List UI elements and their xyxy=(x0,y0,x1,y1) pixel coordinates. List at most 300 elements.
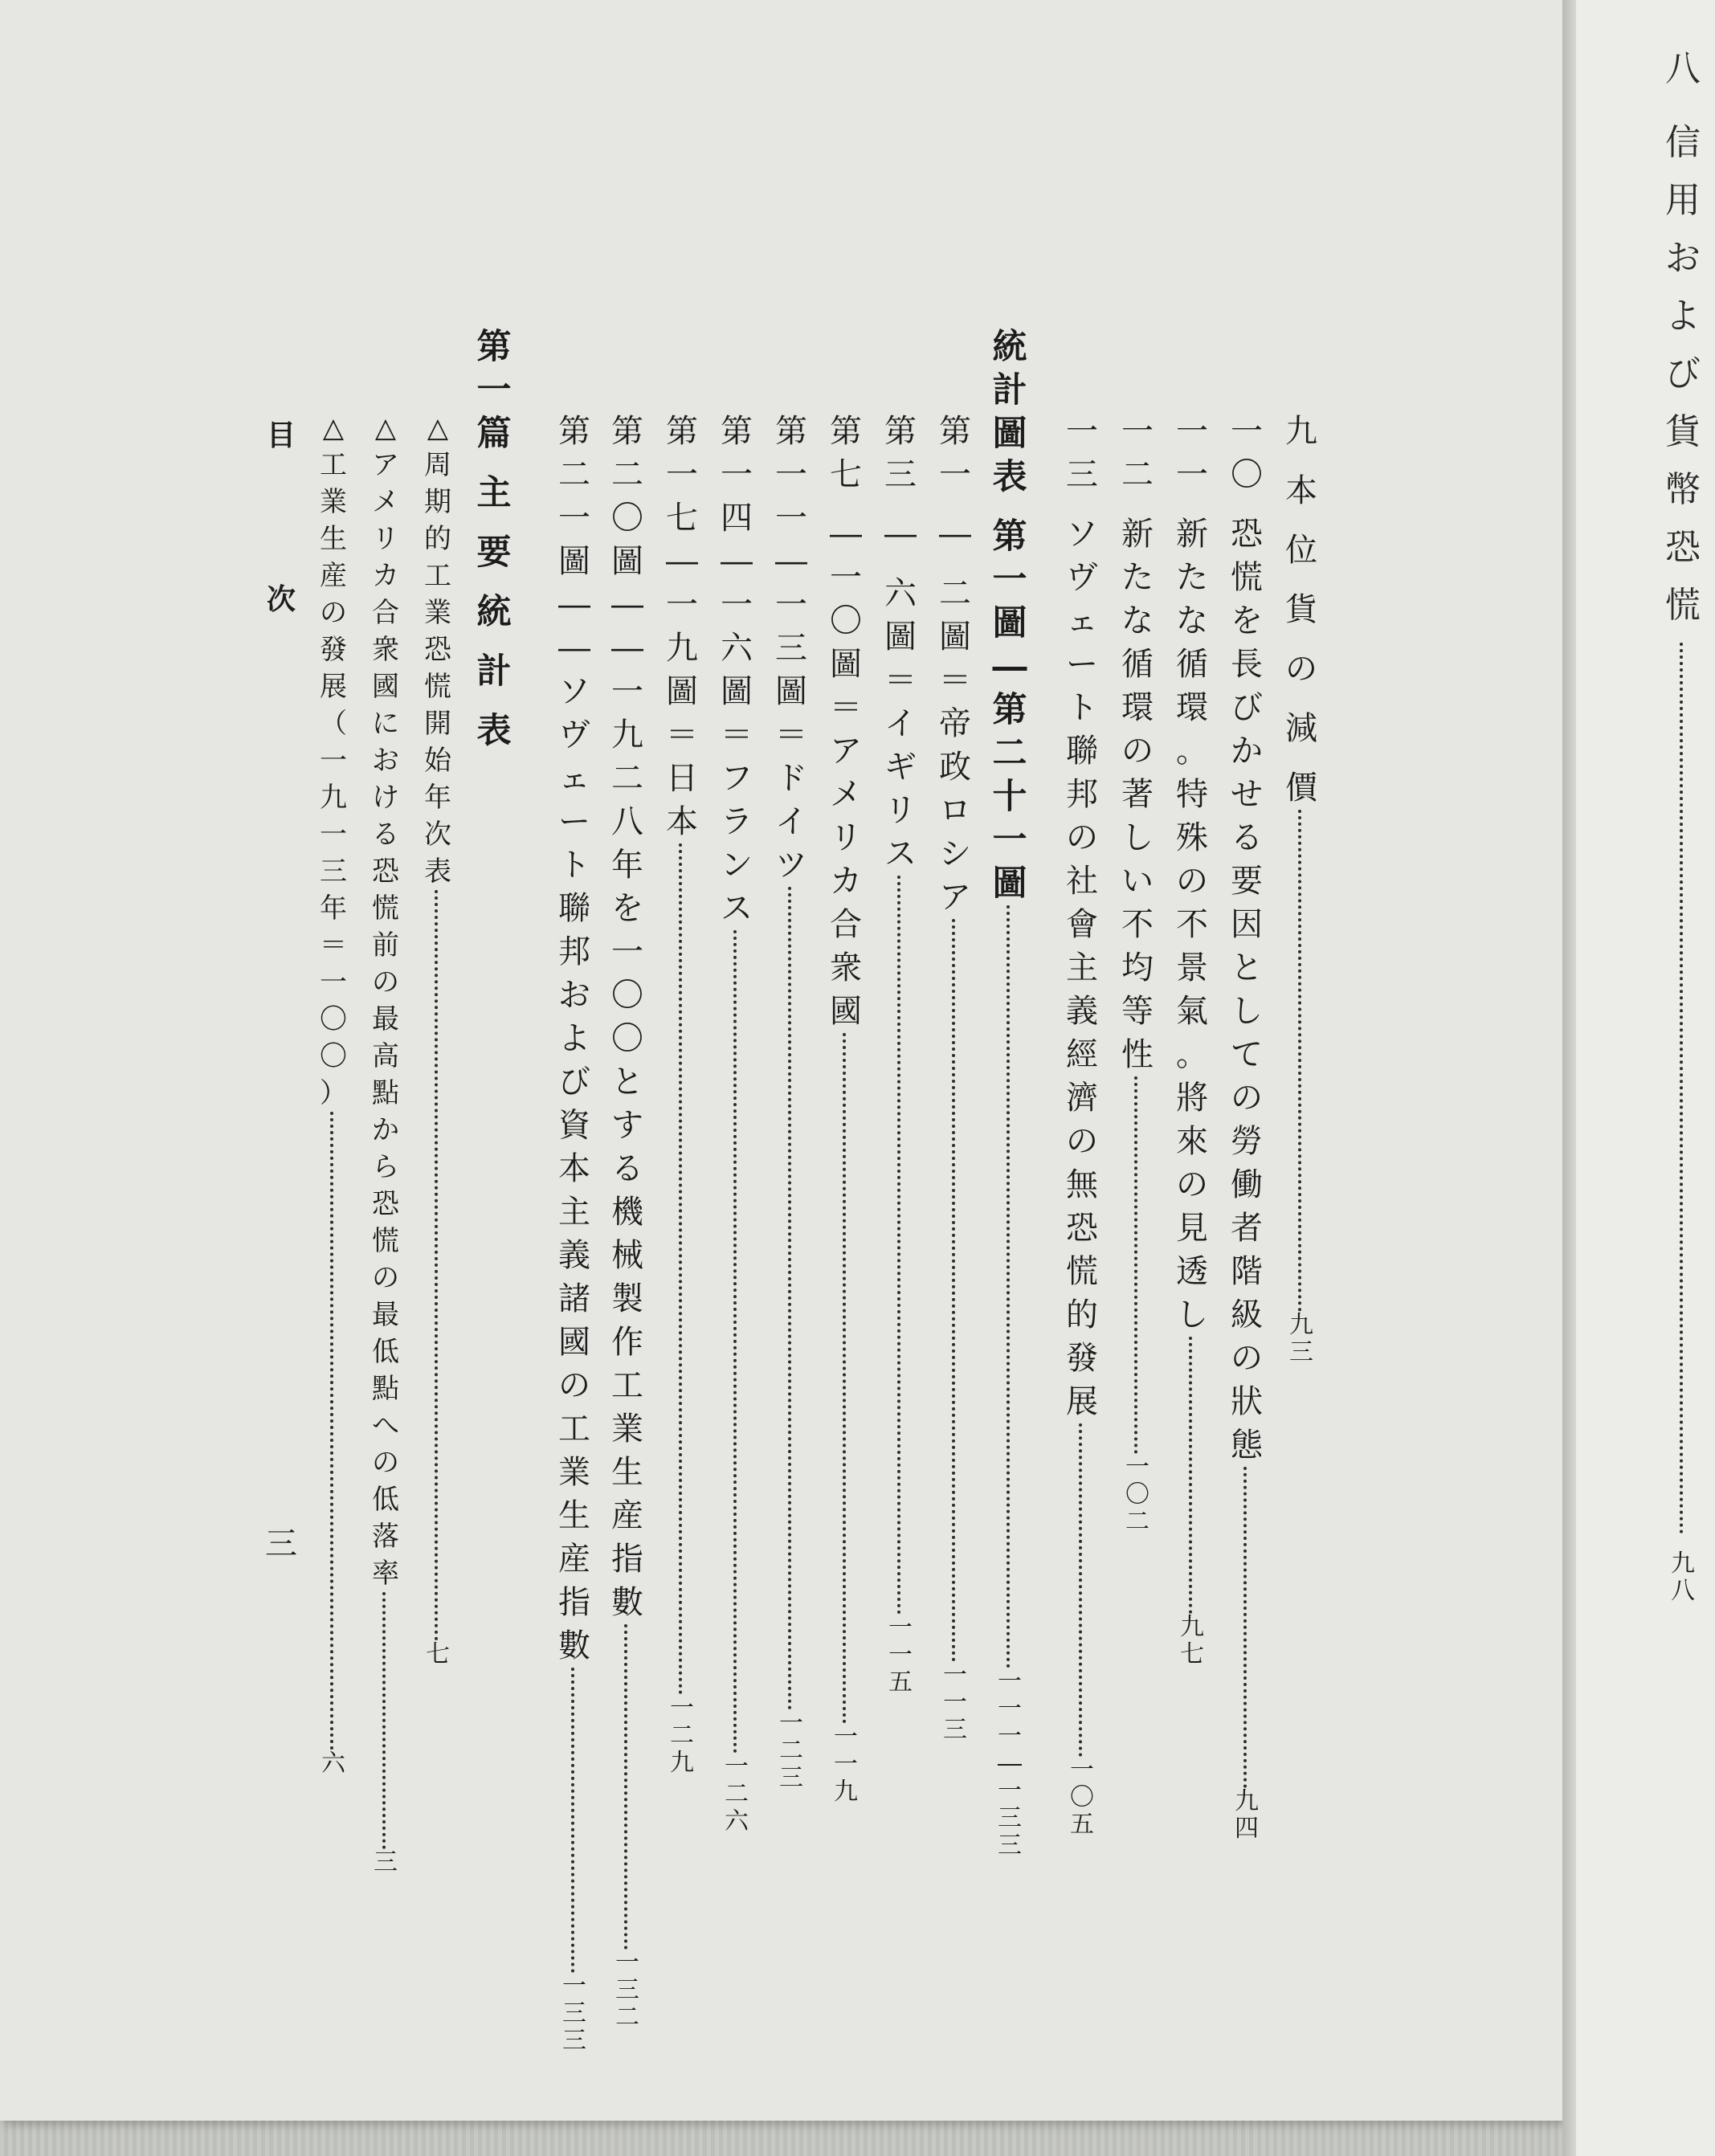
glyph: 均 xyxy=(1121,949,1154,986)
glyph: 一 xyxy=(615,1949,639,1977)
glyph: 前 xyxy=(372,929,399,962)
space xyxy=(1062,496,1102,512)
glyph: 三 xyxy=(320,855,347,888)
glyph: 三 xyxy=(998,1804,1022,1832)
glyph: 特 xyxy=(1176,776,1208,813)
glyph: 義 xyxy=(1066,993,1098,1030)
glyph: 第 xyxy=(476,327,512,367)
glyph: 九 xyxy=(1235,1787,1259,1815)
page-number xyxy=(1227,1788,1267,1843)
glyph: 國 xyxy=(830,993,862,1030)
glyph: 第 xyxy=(992,690,1027,730)
glyph: 業 xyxy=(320,486,347,518)
glyph: 〇 xyxy=(830,602,862,639)
glyph: お xyxy=(558,977,590,1014)
glyph: 一 xyxy=(834,1750,858,1778)
glyph: 無 xyxy=(1066,1166,1098,1203)
glyph: 二 xyxy=(1125,1508,1149,1536)
glyph: よ xyxy=(558,1020,590,1057)
glyph: 聯 xyxy=(558,890,590,927)
leader-dots xyxy=(1243,1467,1250,1788)
glyph: 見 xyxy=(1176,1210,1208,1247)
glyph: 二 xyxy=(615,2003,639,2031)
glyph: 合 xyxy=(830,906,862,943)
leader-dots xyxy=(1079,1423,1085,1757)
glyph: 三 xyxy=(943,1716,967,1744)
glyph: た xyxy=(1176,559,1208,596)
glyph: の xyxy=(1231,1080,1263,1117)
glyph: 〇 xyxy=(1125,1480,1149,1509)
glyph: 一 xyxy=(725,1753,749,1781)
space xyxy=(474,693,514,709)
page-number xyxy=(418,1641,458,1668)
glyph: 低 xyxy=(372,1484,399,1516)
glyph: 第 xyxy=(939,413,971,450)
glyph: 業 xyxy=(424,597,451,629)
glyph: の xyxy=(558,1367,590,1404)
space xyxy=(990,499,1030,515)
glyph: 一 xyxy=(779,1709,803,1737)
glyph: 三 xyxy=(1289,1338,1313,1366)
glyph: フ xyxy=(721,760,753,797)
glyph: 一 xyxy=(939,456,971,493)
glyph: 用 xyxy=(1665,180,1701,221)
glyph: 三 xyxy=(265,1525,297,1562)
glyph: 圖 xyxy=(992,414,1027,454)
page-number xyxy=(607,1950,647,2031)
leader-dots xyxy=(571,1668,578,1973)
glyph: 一 xyxy=(611,933,643,970)
glyph: 主 xyxy=(558,1194,590,1231)
glyph: 一 xyxy=(1070,1756,1094,1784)
glyph: ド xyxy=(775,760,807,797)
glyph: 狀 xyxy=(1231,1383,1263,1420)
glyph: 聯 xyxy=(1066,733,1098,770)
leader-dots xyxy=(897,876,904,1615)
leader-dots xyxy=(788,887,794,1710)
glyph: 六 xyxy=(725,1807,749,1835)
glyph: け xyxy=(372,782,399,814)
toc-entry xyxy=(1281,410,1321,1366)
leader-dots xyxy=(1189,1337,1195,1614)
glyph: ― xyxy=(611,630,643,667)
glyph: へ xyxy=(372,1410,399,1442)
glyph: 圖 xyxy=(992,603,1027,643)
glyph: 一 xyxy=(1176,456,1208,493)
glyph: 産 xyxy=(558,1541,590,1578)
glyph: 新 xyxy=(1121,516,1154,553)
space xyxy=(474,634,514,650)
entry-title xyxy=(662,410,702,843)
glyph: 氣 xyxy=(1176,993,1208,1030)
glyph: 一 xyxy=(998,1722,1022,1750)
glyph: い xyxy=(1121,863,1154,900)
glyph: び xyxy=(1231,689,1263,726)
glyph: し xyxy=(1231,993,1263,1030)
glyph: 九 xyxy=(666,630,698,667)
glyph: 三 xyxy=(775,630,807,667)
glyph: と xyxy=(611,1064,643,1100)
glyph: 不 xyxy=(1121,906,1154,943)
glyph: 七 xyxy=(426,1640,450,1668)
glyph: 一 xyxy=(943,1661,967,1689)
glyph: 一 xyxy=(1121,413,1154,450)
glyph: 貨 xyxy=(1665,411,1701,452)
glyph: の xyxy=(1231,1340,1263,1377)
glyph: ― xyxy=(992,647,1027,687)
glyph: し xyxy=(1176,1296,1208,1333)
glyph: 恐 xyxy=(372,855,399,888)
glyph: イ xyxy=(775,803,807,840)
glyph: 三 xyxy=(615,1976,639,2004)
entry-title xyxy=(826,410,866,1033)
glyph: 主 xyxy=(1066,949,1098,986)
glyph: 圖 xyxy=(666,673,698,710)
toc-entry xyxy=(313,410,353,1778)
glyph: 第 xyxy=(992,517,1027,557)
glyph: 期 xyxy=(424,486,451,518)
glyph: 表 xyxy=(476,711,512,751)
glyph: 圖 xyxy=(558,543,590,580)
glyph: の xyxy=(1066,1123,1098,1160)
glyph: 始 xyxy=(424,745,451,777)
glyph: 一 xyxy=(830,559,862,596)
toc-entry xyxy=(880,410,921,1697)
entry-title xyxy=(365,410,406,1592)
glyph: 一 xyxy=(1231,413,1263,450)
glyph: ― xyxy=(721,543,753,580)
glyph: ＝ xyxy=(721,717,753,753)
glyph: 一 xyxy=(1066,413,1098,450)
toc-entry xyxy=(1172,410,1212,1668)
glyph: 工 xyxy=(320,449,347,481)
glyph: 一 xyxy=(888,1614,913,1642)
glyph: 圖 xyxy=(611,543,643,580)
page-number xyxy=(990,1668,1030,1860)
glyph: 本 xyxy=(558,1150,590,1187)
glyph: て xyxy=(1231,1036,1263,1073)
glyph: シ xyxy=(939,835,971,872)
glyph: た xyxy=(1121,559,1154,596)
toc-entry xyxy=(990,325,1030,1860)
glyph: ー xyxy=(558,803,590,840)
glyph: ― xyxy=(558,630,590,667)
glyph: 圖 xyxy=(830,646,862,683)
glyph: 一 xyxy=(998,1777,1022,1805)
glyph: 七 xyxy=(1180,1640,1204,1668)
glyph: 著 xyxy=(1121,776,1154,813)
space xyxy=(1281,691,1321,707)
glyph: 九 xyxy=(834,1778,858,1806)
glyph: 慌 xyxy=(1665,585,1701,626)
glyph: 篇 xyxy=(476,414,512,454)
glyph: 展 xyxy=(1066,1383,1098,1420)
entry-title xyxy=(554,410,594,1668)
glyph: 經 xyxy=(1066,1036,1098,1073)
glyph: の xyxy=(372,966,399,998)
space xyxy=(1281,453,1321,469)
glyph: び xyxy=(558,1064,590,1100)
glyph: 一 xyxy=(1176,413,1208,450)
page-number xyxy=(880,1615,921,1697)
toc-entry xyxy=(662,410,702,1777)
glyph: 圖 xyxy=(775,673,807,710)
glyph: ン xyxy=(721,847,753,884)
glyph: 勞 xyxy=(1231,1123,1263,1160)
glyph: 三 xyxy=(562,1999,586,2027)
glyph: カ xyxy=(830,863,862,900)
glyph: ツ xyxy=(775,847,807,884)
glyph: 展 xyxy=(320,671,347,703)
glyph: ― xyxy=(998,1750,1022,1778)
glyph: 一 xyxy=(670,1694,694,1722)
glyph: 製 xyxy=(611,1280,643,1317)
glyph: 指 xyxy=(611,1541,643,1578)
running-head-char xyxy=(261,578,301,621)
leader-dots xyxy=(1007,905,1013,1668)
glyph: 一 xyxy=(992,820,1027,860)
glyph: 最 xyxy=(372,1003,399,1035)
glyph: 國 xyxy=(558,1324,590,1361)
glyph: 五 xyxy=(1070,1811,1094,1839)
glyph: お xyxy=(1665,238,1701,279)
glyph: 資 xyxy=(558,1107,590,1144)
glyph: の xyxy=(1176,1166,1208,1203)
glyph: 第 xyxy=(558,413,590,450)
space xyxy=(935,556,975,572)
glyph: 低 xyxy=(372,1336,399,1368)
glyph: 九 xyxy=(670,1749,694,1777)
glyph: 圖 xyxy=(884,619,917,655)
entry-title xyxy=(717,410,757,930)
glyph: 不 xyxy=(1176,906,1208,943)
space xyxy=(1281,572,1321,588)
glyph: 信 xyxy=(1665,122,1701,163)
glyph: 本 xyxy=(666,803,698,840)
glyph: 衆 xyxy=(830,949,862,986)
glyph: ― xyxy=(884,516,917,553)
page-number xyxy=(1281,1312,1321,1366)
page-number xyxy=(1117,1454,1158,1536)
glyph: 工 xyxy=(611,1367,643,1404)
glyph: る xyxy=(372,819,399,851)
glyph: ― xyxy=(558,586,590,623)
glyph: 一 xyxy=(611,673,643,710)
glyph: 年 xyxy=(424,782,451,814)
glyph: メ xyxy=(830,776,862,813)
glyph: 次 xyxy=(266,582,296,616)
glyph: 國 xyxy=(372,671,399,703)
glyph: ェ xyxy=(558,760,590,797)
glyph: の xyxy=(372,1447,399,1479)
glyph: 生 xyxy=(320,523,347,555)
glyph: 級 xyxy=(1231,1296,1263,1333)
glyph: 落 xyxy=(372,1521,399,1553)
glyph: 九 xyxy=(1671,1550,1695,1578)
toc-entry-8 xyxy=(1663,40,1703,1605)
glyph: 一 xyxy=(558,500,590,537)
page-number xyxy=(1172,1614,1212,1668)
glyph: 〇 xyxy=(611,500,643,537)
glyph: ＝ xyxy=(666,717,698,753)
glyph: 六 xyxy=(321,1750,345,1778)
glyph: 一 xyxy=(888,1641,913,1669)
glyph: 生 xyxy=(611,1454,643,1491)
glyph: 因 xyxy=(1231,906,1263,943)
glyph: 二 xyxy=(670,1721,694,1750)
toc-entry xyxy=(554,410,594,2055)
glyph: ＝ xyxy=(775,717,807,753)
glyph: 邦 xyxy=(558,933,590,970)
page-number xyxy=(771,1710,811,1792)
glyph: と xyxy=(1231,949,1263,986)
glyph: 新 xyxy=(1176,516,1208,553)
glyph: 社 xyxy=(1066,863,1098,900)
glyph: 第 xyxy=(666,413,698,450)
glyph: ― xyxy=(611,586,643,623)
entry-title xyxy=(1117,410,1158,1076)
glyph: ヴ xyxy=(558,717,590,753)
glyph: び xyxy=(1665,353,1701,394)
leader-dots xyxy=(1680,643,1686,1534)
entry-title xyxy=(771,410,811,887)
glyph: ト xyxy=(558,847,590,884)
glyph: 點 xyxy=(372,1077,399,1109)
glyph: リ xyxy=(884,792,917,829)
glyph: 循 xyxy=(1121,646,1154,683)
glyph: 第 xyxy=(721,413,753,450)
glyph: 政 xyxy=(939,749,971,786)
glyph: ― xyxy=(939,516,971,553)
leader-dots xyxy=(952,919,958,1662)
entry-title xyxy=(1663,40,1703,635)
glyph: 指 xyxy=(558,1584,590,1621)
toc-entry xyxy=(826,410,866,1806)
leader-dots xyxy=(679,843,685,1695)
glyph: 要 xyxy=(476,533,512,573)
glyph: 慌 xyxy=(1231,559,1263,596)
glyph: ー xyxy=(1066,646,1098,683)
glyph: 二 xyxy=(1121,456,1154,493)
glyph: ― xyxy=(775,543,807,580)
glyph: 工 xyxy=(558,1411,590,1448)
glyph: 〇 xyxy=(1070,1783,1094,1811)
glyph: を xyxy=(1231,602,1263,639)
toc-entry xyxy=(365,410,406,1876)
glyph: 第 xyxy=(884,413,917,450)
glyph: 慌 xyxy=(372,892,399,925)
glyph: 六 xyxy=(884,575,917,612)
folio xyxy=(261,1522,301,1566)
space xyxy=(1663,98,1703,114)
glyph: 殊 xyxy=(1176,819,1208,856)
glyph: 高 xyxy=(372,1040,399,1072)
glyph: 九 xyxy=(1285,413,1317,450)
glyph: 者 xyxy=(1231,1210,1263,1247)
glyph: 恐 xyxy=(1665,527,1701,568)
heading-text xyxy=(474,325,514,753)
glyph: な xyxy=(1121,602,1154,639)
glyph: 業 xyxy=(558,1454,590,1491)
glyph: ソ xyxy=(1066,516,1098,553)
glyph: お xyxy=(372,745,399,777)
space xyxy=(880,496,921,512)
glyph: 性 xyxy=(1121,1036,1154,1073)
glyph: 一 xyxy=(666,456,698,493)
toc-entry xyxy=(607,410,647,2031)
glyph: 圖 xyxy=(992,864,1027,904)
glyph: ア xyxy=(372,449,399,481)
glyph: 一 xyxy=(320,966,347,998)
glyph: 工 xyxy=(424,560,451,592)
entry-title xyxy=(990,325,1030,905)
leader-dots xyxy=(330,1112,337,1750)
toc-entry xyxy=(1062,410,1102,1839)
glyph: ロ xyxy=(939,792,971,829)
entry-title xyxy=(313,410,353,1112)
glyph: よ xyxy=(1665,296,1701,337)
glyph: 合 xyxy=(372,597,399,629)
glyph: せ xyxy=(1231,776,1263,813)
leader-dots xyxy=(733,930,740,1754)
glyph: 圖 xyxy=(721,673,753,710)
glyph: 數 xyxy=(558,1627,590,1664)
glyph: ギ xyxy=(884,749,917,786)
glyph: 。 xyxy=(1176,733,1208,770)
glyph: 濟 xyxy=(1066,1080,1098,1117)
glyph: の xyxy=(1066,819,1098,856)
glyph: 來 xyxy=(1176,1123,1208,1160)
glyph: 態 xyxy=(1231,1427,1263,1464)
glyph: 〇 xyxy=(611,977,643,1014)
glyph: 械 xyxy=(611,1237,643,1274)
glyph: 二 xyxy=(558,456,590,493)
page-number xyxy=(935,1662,975,1744)
glyph: 九 xyxy=(320,782,347,814)
glyph: △ xyxy=(322,412,345,444)
glyph: 六 xyxy=(721,630,753,667)
glyph: 一 xyxy=(943,1688,967,1717)
glyph: 一 xyxy=(721,586,753,623)
entry-title xyxy=(1062,410,1102,1423)
glyph: 一 xyxy=(998,1668,1022,1696)
glyph: 循 xyxy=(1176,646,1208,683)
glyph: し xyxy=(1121,819,1154,856)
glyph: カ xyxy=(372,560,399,592)
glyph: 周 xyxy=(424,449,451,481)
glyph: 的 xyxy=(1066,1296,1098,1333)
glyph: ヴ xyxy=(1066,559,1098,596)
glyph: 九 xyxy=(1289,1311,1313,1339)
glyph: 四 xyxy=(721,500,753,537)
glyph: 第 xyxy=(775,413,807,450)
glyph: 一 xyxy=(992,560,1027,600)
page-number xyxy=(826,1724,866,1806)
glyph: 點 xyxy=(372,1373,399,1405)
glyph: △ xyxy=(374,412,397,444)
glyph: か xyxy=(372,1114,399,1146)
page-number xyxy=(1062,1757,1102,1839)
page-number xyxy=(662,1695,702,1777)
glyph: を xyxy=(611,890,643,927)
glyph: 位 xyxy=(1285,532,1317,569)
glyph: 二 xyxy=(939,575,971,612)
glyph: 三 xyxy=(562,2027,586,2055)
glyph: 生 xyxy=(558,1497,590,1534)
glyph: 階 xyxy=(1231,1253,1263,1290)
page-number xyxy=(365,1849,406,1876)
glyph: 一 xyxy=(775,456,807,493)
